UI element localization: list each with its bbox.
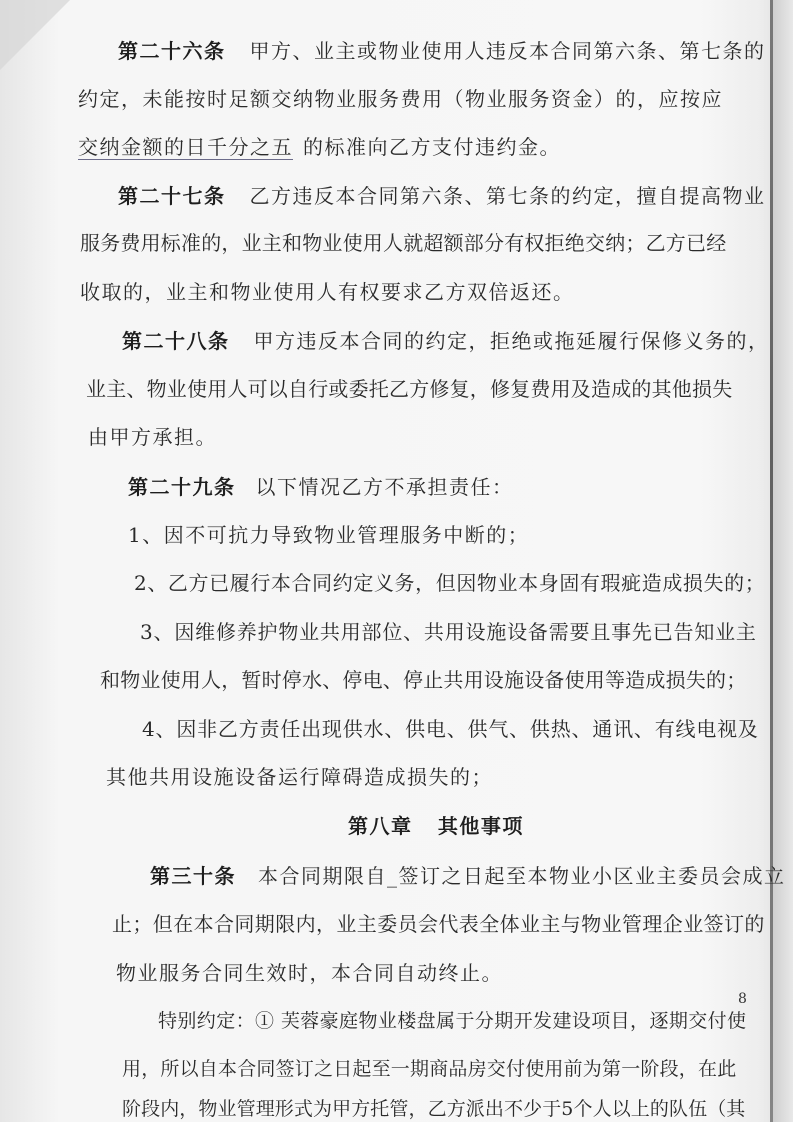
- article-28-title: 第二十八条: [122, 329, 230, 353]
- article-27-title: 第二十七条: [118, 184, 226, 208]
- article-29-title: 第二十九条: [128, 475, 236, 499]
- article-30-title: 第三十条: [150, 864, 236, 888]
- page-number: 8: [738, 991, 747, 1007]
- article-29-text-1: 以下情况乙方不承担责任：: [255, 475, 514, 499]
- article-26-line-2: 约定，未能按时足额交纳物业服务费用（物业服务资金）的，应按应: [78, 87, 723, 111]
- article-30-line-1: [150, 863, 786, 889]
- article-30-text-1: 本合同期限自_签订之日起至本物业小区业主委员会成立: [258, 864, 786, 888]
- article-28-line-1: [122, 328, 770, 354]
- page-edge-line: [770, 0, 773, 1122]
- article-28-line-2: 业主、物业使用人可以自行或委托乙方修复，修复费用及造成的其他损失: [86, 377, 733, 401]
- scan-edge: [773, 0, 793, 1122]
- article-26-line-3: [78, 134, 561, 160]
- article-27-line-3: 收取的，业主和物业使用人有权要求乙方双倍返还。: [80, 280, 575, 304]
- article-27-line-1: [118, 183, 766, 209]
- article-26-penalty-rate: 交纳金额的日千分之五: [78, 135, 293, 159]
- article-26-text-3: 的标准向乙方支付违约金。: [303, 135, 561, 159]
- article-28-line-3: 由甲方承担。: [88, 425, 217, 449]
- chapter-8-heading: 第八章 其他事项: [348, 814, 524, 838]
- article-26-title: 第二十六条: [118, 39, 226, 63]
- special-agreement-line-2: 用，所以自本合同签订之日起至一期商品房交付使用前为第一阶段，在此: [122, 1058, 737, 1080]
- folded-corner: [0, 0, 70, 70]
- article-29-item-3b: 和物业使用人，暂时停水、停电、停止共用设施设备使用等造成损失的；: [100, 668, 747, 692]
- article-26-text-1: 甲方、业主或物业使用人违反本合同第六条、第七条的: [249, 39, 766, 63]
- article-29-item-1: 1、因不可抗力导致物业管理服务中断的；: [128, 523, 530, 547]
- article-27-line-2: 服务费用标准的，业主和物业使用人就超额部分有权拒绝交纳；乙方已经: [80, 231, 727, 255]
- special-agreement-line-1: 特别约定：① 芙蓉豪庭物业楼盘属于分期开发建设项目，逐期交付使: [158, 1010, 747, 1032]
- article-30-line-2: 止；但在本合同期限内，业主委员会代表全体业主与物业管理企业签订的: [112, 912, 765, 936]
- article-30-line-3: 物业服务合同生效时，本合同自动终止。: [116, 961, 503, 985]
- article-29-item-3a: 3、因维修养护物业共用部位、共用设施设备需要且事先已告知业主: [140, 620, 757, 644]
- article-29-item-4b: 其他共用设施设备运行障碍造成损失的；: [106, 765, 493, 789]
- article-28-text-1: 甲方违反本合同的约定，拒绝或拖延履行保修义务的，: [253, 329, 770, 353]
- article-29-line-1: [128, 474, 514, 500]
- article-29-item-4a: 4、因非乙方责任出现供水、供电、供气、供热、通讯、有线电视及: [142, 717, 759, 741]
- article-27-text-1: 乙方违反本合同第六条、第七条的约定，擅自提高物业: [249, 184, 766, 208]
- article-29-item-2: 2、乙方已履行本合同约定义务，但因物业本身固有瑕疵造成损失的；: [134, 571, 766, 595]
- article-26-line-1: [118, 38, 766, 64]
- special-agreement-line-3: 阶段内，物业管理形式为甲方托管，乙方派出不少于5个人以上的队伍（其: [122, 1098, 746, 1120]
